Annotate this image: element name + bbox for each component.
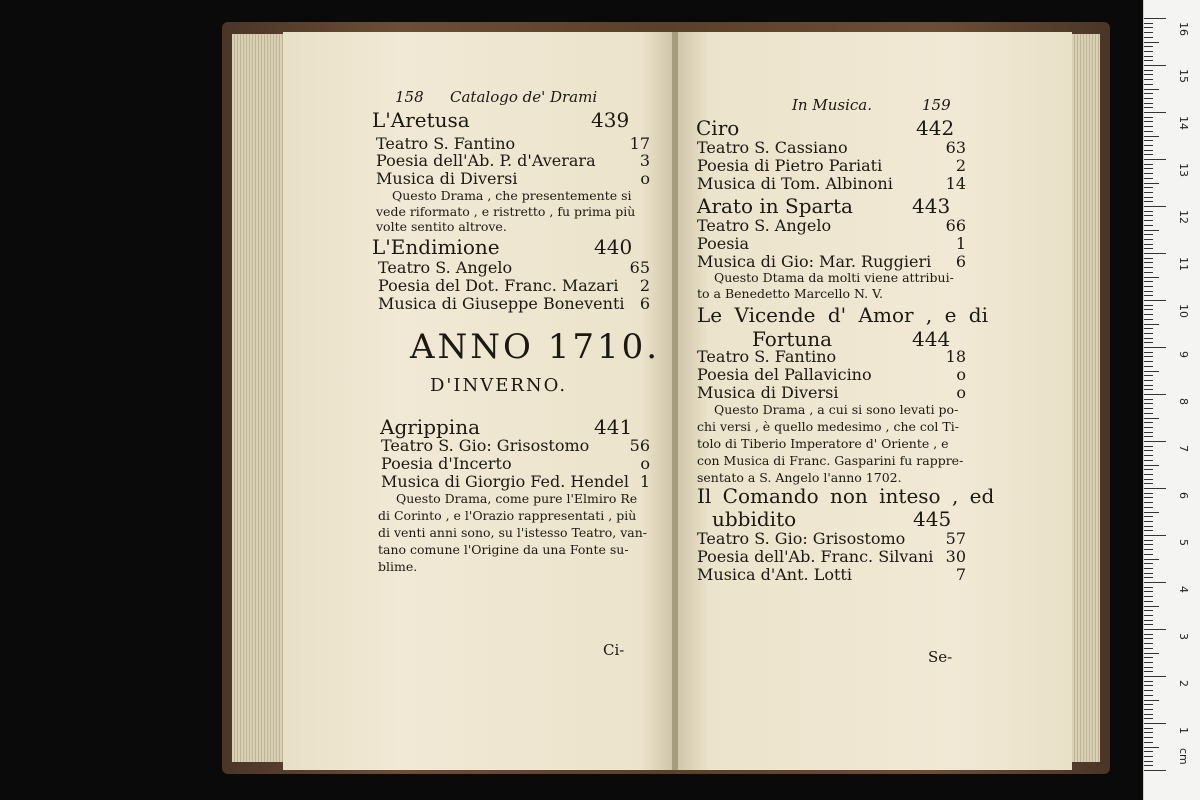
- ruler-tick: [1144, 418, 1159, 419]
- entry-row-value: 3: [639, 151, 650, 170]
- ruler-tick: [1144, 685, 1153, 686]
- ruler-tick: [1144, 526, 1153, 527]
- ruler-tick: [1144, 244, 1153, 245]
- entry-number: 445: [913, 507, 952, 531]
- entry-row-value: 1: [639, 472, 650, 491]
- entry-row-value: o: [640, 454, 650, 473]
- ruler-tick: [1144, 568, 1153, 569]
- ruler-tick: [1144, 328, 1153, 329]
- entry-row-label: Musica di Giorgio Fed. Hendel: [381, 472, 629, 491]
- entry-row-label: Musica di Diversi: [376, 169, 518, 188]
- ruler-tick: [1144, 291, 1153, 292]
- ruler-tick: [1144, 403, 1153, 404]
- ruler-label: 1: [1177, 727, 1190, 734]
- ruler-tick: [1144, 469, 1153, 470]
- entry-note-line: con Musica di Franc. Gasparini fu rappre-: [697, 453, 964, 468]
- ruler-tick: [1144, 563, 1153, 564]
- ruler-tick: [1144, 60, 1153, 61]
- ruler-tick: [1144, 187, 1153, 188]
- ruler-tick: [1144, 460, 1153, 461]
- ruler-tick: [1144, 756, 1153, 757]
- ruler-label: 11: [1177, 257, 1190, 271]
- ruler-tick: [1144, 56, 1153, 57]
- ruler-tick: [1144, 154, 1153, 155]
- ruler-tick: [1144, 79, 1153, 80]
- ruler-tick: [1144, 465, 1159, 466]
- ruler-tick: [1144, 450, 1153, 451]
- ruler-tick: [1144, 432, 1153, 433]
- ruler-tick: [1144, 375, 1153, 376]
- ruler-tick: [1144, 385, 1153, 386]
- ruler-tick: [1144, 676, 1166, 677]
- ruler-tick: [1144, 521, 1153, 522]
- ruler-tick: [1144, 559, 1159, 560]
- ruler-label: 15: [1177, 69, 1190, 83]
- ruler-tick: [1144, 178, 1153, 179]
- entry-row-value: o: [640, 169, 650, 188]
- ruler-tick: [1144, 371, 1159, 372]
- ruler-tick: [1144, 37, 1153, 38]
- entry-row-value: 57: [945, 529, 966, 548]
- ruler-tick: [1144, 737, 1153, 738]
- ruler-tick: [1144, 51, 1153, 52]
- entry-row-label: Poesia del Pallavicino: [697, 365, 872, 384]
- ruler-tick: [1144, 230, 1159, 231]
- ruler-tick: [1144, 714, 1153, 715]
- ruler-tick: [1144, 474, 1153, 475]
- ruler-tick: [1144, 239, 1153, 240]
- entry-title: L'Endimione: [372, 235, 500, 259]
- ruler-tick: [1144, 286, 1153, 287]
- year-heading: ANNO 1710.: [410, 327, 661, 367]
- ruler-tick: [1144, 455, 1153, 456]
- entry-number: 443: [912, 194, 951, 218]
- entry-title: Il Comando non inteso , ed: [697, 484, 995, 508]
- entry-note-line: Questo Drama , che presentemente si: [392, 188, 632, 203]
- entry-row-label: Teatro S. Gio: Grisostomo: [381, 436, 590, 455]
- ruler-tick: [1144, 281, 1153, 282]
- entry-title: Ciro: [696, 116, 740, 140]
- entry-title: Arato in Sparta: [697, 194, 853, 218]
- ruler-tick: [1144, 422, 1153, 423]
- ruler-unit-label: cm: [1177, 748, 1190, 765]
- ruler-tick: [1144, 577, 1153, 578]
- entry-row-value: 66: [945, 216, 966, 235]
- ruler-label: 10: [1177, 304, 1190, 318]
- catchword: Ci-: [603, 641, 625, 659]
- ruler-tick: [1144, 211, 1153, 212]
- ruler-label: 9: [1177, 351, 1190, 358]
- entry-row-value: 6: [639, 294, 650, 313]
- ruler-tick: [1144, 728, 1153, 729]
- ruler-tick: [1144, 300, 1166, 301]
- page-edges-left: [232, 34, 284, 762]
- entry-row-label: Musica di Giuseppe Boneventi: [378, 294, 625, 313]
- ruler-tick: [1144, 98, 1153, 99]
- ruler-tick: [1144, 620, 1153, 621]
- ruler-label: 14: [1177, 116, 1190, 130]
- ruler-tick: [1144, 342, 1153, 343]
- entry-note-line: volte sentito altrove.: [376, 219, 507, 234]
- ruler-tick: [1144, 352, 1153, 353]
- entry-row-label: Poesia del Dot. Franc. Mazari: [378, 276, 619, 295]
- entry-note-line: Questo Dtama da molti viene attribui-: [714, 270, 954, 285]
- ruler-tick: [1144, 324, 1159, 325]
- entry-note-line: Questo Drama, come pure l'Elmiro Re: [396, 491, 638, 506]
- ruler-label: 13: [1177, 163, 1190, 177]
- ruler-label: 2: [1177, 680, 1190, 687]
- ruler-tick: [1144, 751, 1153, 752]
- ruler-tick: [1144, 18, 1166, 19]
- ruler-tick: [1144, 46, 1153, 47]
- entry-row-value: 7: [955, 565, 966, 584]
- ruler-tick: [1144, 483, 1153, 484]
- ruler-tick: [1144, 601, 1153, 602]
- ruler-tick: [1144, 761, 1153, 762]
- ruler-tick: [1144, 502, 1153, 503]
- ruler-tick: [1144, 295, 1153, 296]
- entry-row-value: 63: [945, 138, 966, 157]
- ruler-tick: [1144, 596, 1153, 597]
- entry-row-value: 18: [945, 347, 966, 366]
- ruler-tick: [1144, 319, 1153, 320]
- entry-note-line: di venti anni sono, su l'istesso Teatro, van-: [378, 525, 647, 540]
- ruler-tick: [1144, 42, 1159, 43]
- ruler-tick: [1144, 700, 1159, 701]
- ruler-tick: [1144, 530, 1153, 531]
- ruler-tick: [1144, 225, 1153, 226]
- ruler-label: 7: [1177, 445, 1190, 452]
- ruler-tick: [1144, 427, 1153, 428]
- ruler-tick: [1144, 126, 1153, 127]
- ruler-tick: [1144, 540, 1153, 541]
- entry-row-label: Teatro S. Angelo: [378, 258, 513, 277]
- ruler-tick: [1144, 606, 1159, 607]
- ruler-tick: [1144, 117, 1153, 118]
- ruler-tick: [1144, 32, 1153, 33]
- ruler-tick: [1144, 262, 1153, 263]
- ruler-tick: [1144, 258, 1153, 259]
- ruler-tick: [1144, 361, 1153, 362]
- ruler-label: 4: [1177, 586, 1190, 593]
- entry-row-value: 65: [629, 258, 650, 277]
- ruler-tick: [1144, 220, 1153, 221]
- ruler-tick: [1144, 507, 1153, 508]
- entry-note-line: chi versi , è quello medesimo , che col Ti-: [697, 419, 959, 434]
- entry-row-value: 56: [629, 436, 650, 455]
- ruler-tick: [1144, 554, 1153, 555]
- ruler-tick: [1144, 479, 1153, 480]
- ruler-tick: [1144, 657, 1153, 658]
- entry-row-label: Teatro S. Angelo: [697, 216, 832, 235]
- ruler-tick: [1144, 488, 1166, 489]
- book-gutter: [672, 32, 678, 770]
- ruler-tick: [1144, 624, 1153, 625]
- entry-row-value: 2: [639, 276, 650, 295]
- ruler-tick: [1144, 582, 1166, 583]
- ruler-tick: [1144, 272, 1153, 273]
- entry-row-label: Musica di Tom. Albinoni: [697, 174, 893, 193]
- ruler-tick: [1144, 662, 1153, 663]
- ruler-tick: [1144, 446, 1153, 447]
- ruler-tick: [1144, 277, 1159, 278]
- ruler-tick: [1144, 248, 1153, 249]
- ruler-tick: [1144, 591, 1153, 592]
- ruler-tick: [1144, 615, 1153, 616]
- ruler-tick: [1144, 704, 1153, 705]
- entry-note-line: tolo di Tiberio Imperatore d' Oriente , e: [697, 436, 949, 451]
- ruler-tick: [1144, 732, 1153, 733]
- right-running-title: In Musica.: [792, 96, 872, 114]
- ruler-tick: [1144, 201, 1153, 202]
- ruler-tick: [1144, 112, 1166, 113]
- catchword: Se-: [928, 648, 953, 666]
- entry-row-value: o: [956, 383, 966, 402]
- ruler-tick: [1144, 380, 1153, 381]
- entry-row-label: Poesia: [697, 234, 750, 253]
- right-page-number: 159: [922, 96, 951, 114]
- entry-row-value: 6: [955, 252, 966, 271]
- ruler-tick: [1144, 441, 1166, 442]
- ruler-tick: [1144, 667, 1153, 668]
- ruler-tick: [1144, 695, 1153, 696]
- entry-row-label: Teatro S. Fantino: [697, 347, 837, 366]
- ruler-tick: [1144, 23, 1153, 24]
- entry-note-line: to a Benedetto Marcello N. V.: [697, 286, 883, 301]
- ruler-tick: [1144, 145, 1153, 146]
- ruler-tick: [1144, 333, 1153, 334]
- ruler-tick: [1144, 765, 1153, 766]
- ruler-tick: [1144, 399, 1153, 400]
- ruler-tick: [1144, 671, 1153, 672]
- entry-row-label: Poesia dell'Ab. P. d'Averara: [376, 151, 596, 170]
- ruler-tick: [1144, 197, 1153, 198]
- ruler-tick: [1144, 587, 1153, 588]
- ruler-label: 12: [1177, 210, 1190, 224]
- ruler-label: 8: [1177, 398, 1190, 405]
- ruler-tick: [1144, 136, 1159, 137]
- ruler-label: 5: [1177, 539, 1190, 546]
- ruler-tick: [1144, 638, 1153, 639]
- entry-row-label: Teatro S. Gio: Grisostomo: [697, 529, 906, 548]
- entry-note-line: blime.: [378, 559, 418, 574]
- entry-number: 444: [912, 327, 951, 351]
- ruler-tick: [1144, 267, 1153, 268]
- ruler-tick: [1144, 535, 1166, 536]
- ruler-tick: [1144, 164, 1153, 165]
- ruler-label: 16: [1177, 22, 1190, 36]
- ruler-tick: [1144, 131, 1153, 132]
- entry-row-label: Musica di Diversi: [697, 383, 839, 402]
- ruler-tick: [1144, 27, 1153, 28]
- ruler-tick: [1144, 690, 1153, 691]
- ruler-tick: [1144, 70, 1153, 71]
- ruler-label: 3: [1177, 633, 1190, 640]
- ruler-tick: [1144, 103, 1153, 104]
- ruler-tick: [1144, 497, 1153, 498]
- ruler-tick: [1144, 65, 1166, 66]
- entry-note-line: tano comune l'Origine da una Fonte su-: [378, 542, 629, 557]
- ruler-tick: [1144, 314, 1153, 315]
- ruler-tick: [1144, 512, 1159, 513]
- ruler-tick: [1144, 305, 1153, 306]
- entry-row-value: 30: [945, 547, 966, 566]
- ruler-tick: [1144, 742, 1153, 743]
- entry-number: 440: [594, 235, 633, 259]
- entry-title: Le Vicende d' Amor , e di: [697, 303, 989, 327]
- entry-row-label: Poesia dell'Ab. Franc. Silvani: [697, 547, 934, 566]
- entry-row-value: 14: [945, 174, 966, 193]
- ruler-tick: [1144, 648, 1153, 649]
- ruler-tick: [1144, 107, 1153, 108]
- ruler-tick: [1144, 159, 1166, 160]
- entry-row-label: Poesia d'Incerto: [381, 454, 512, 473]
- ruler-tick: [1144, 394, 1166, 395]
- ruler-tick: [1144, 681, 1153, 682]
- ruler-tick: [1144, 634, 1153, 635]
- ruler-tick: [1144, 723, 1166, 724]
- ruler-tick: [1144, 356, 1153, 357]
- ruler-tick: [1144, 549, 1153, 550]
- entry-row-value: 1: [955, 234, 966, 253]
- left-page-number: 158: [395, 88, 424, 106]
- ruler-tick: [1144, 253, 1166, 254]
- ruler-tick: [1144, 168, 1153, 169]
- season-heading: D'INVERNO.: [430, 375, 568, 396]
- entry-row-label: Teatro S. Fantino: [376, 134, 516, 153]
- entry-title: L'Aretusa: [372, 108, 470, 132]
- ruler-tick: [1144, 121, 1153, 122]
- entry-note-line: Questo Drama , a cui si sono levati po-: [714, 402, 959, 417]
- entry-note-line: vede riformato , e ristretto , fu prima più: [376, 204, 636, 219]
- ruler-tick: [1144, 338, 1153, 339]
- entry-note-line: di Corinto , e l'Orazio rappresentati , più: [378, 508, 637, 523]
- ruler-tick: [1144, 192, 1153, 193]
- ruler-tick: [1144, 89, 1159, 90]
- entry-note-line: sentato a S. Angelo l'anno 1702.: [697, 470, 902, 485]
- ruler-tick: [1144, 206, 1166, 207]
- ruler-tick: [1144, 653, 1159, 654]
- measurement-ruler: [1143, 0, 1200, 800]
- ruler-tick: [1144, 544, 1153, 545]
- entry-row-value: 2: [955, 156, 966, 175]
- ruler-label: 6: [1177, 492, 1190, 499]
- ruler-tick: [1144, 643, 1153, 644]
- ruler-tick: [1144, 413, 1153, 414]
- ruler-tick: [1144, 366, 1153, 367]
- ruler-tick: [1144, 215, 1153, 216]
- ruler-tick: [1144, 629, 1166, 630]
- ruler-tick: [1144, 718, 1153, 719]
- entry-row-label: Musica di Gio: Mar. Ruggieri: [697, 252, 932, 271]
- ruler-tick: [1144, 770, 1166, 771]
- entry-title-continued: Fortuna: [752, 327, 833, 351]
- entry-row-label: Poesia di Pietro Pariati: [697, 156, 883, 175]
- ruler-tick: [1144, 93, 1153, 94]
- ruler-tick: [1144, 573, 1153, 574]
- ruler-tick: [1144, 610, 1153, 611]
- entry-row-value: 17: [629, 134, 650, 153]
- ruler-tick: [1144, 150, 1153, 151]
- ruler-tick: [1144, 709, 1153, 710]
- entry-number: 442: [916, 116, 955, 140]
- ruler-tick: [1144, 309, 1153, 310]
- ruler-tick: [1144, 493, 1153, 494]
- ruler-tick: [1144, 74, 1153, 75]
- ruler-tick: [1144, 436, 1153, 437]
- left-running-title: Catalogo de' Drami: [450, 88, 598, 106]
- ruler-tick: [1144, 389, 1153, 390]
- ruler-tick: [1144, 747, 1159, 748]
- ruler-tick: [1144, 347, 1166, 348]
- entry-title: Agrippina: [380, 415, 481, 439]
- entry-number: 441: [594, 415, 633, 439]
- ruler-tick: [1144, 140, 1153, 141]
- ruler-tick: [1144, 234, 1153, 235]
- entry-title-continued: ubbidito: [712, 507, 797, 531]
- entry-row-label: Musica d'Ant. Lotti: [697, 565, 852, 584]
- entry-row-value: o: [956, 365, 966, 384]
- ruler-tick: [1144, 183, 1159, 184]
- ruler-tick: [1144, 408, 1153, 409]
- entry-row-label: Teatro S. Cassiano: [697, 138, 848, 157]
- ruler-tick: [1144, 84, 1153, 85]
- entry-number: 439: [591, 108, 630, 132]
- ruler-tick: [1144, 516, 1153, 517]
- ruler-tick: [1144, 173, 1153, 174]
